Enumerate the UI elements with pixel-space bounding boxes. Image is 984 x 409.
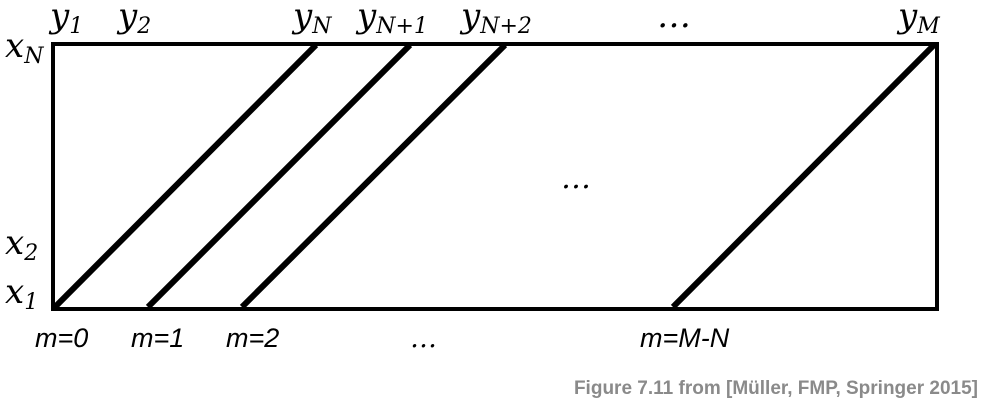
- bottom-ellipsis: …: [410, 323, 437, 354]
- bottom-label-m0: m=0: [35, 323, 89, 353]
- diagonal-mMN: [673, 45, 934, 307]
- top-label-yN1: yN+1: [357, 0, 428, 39]
- top-label-y2: y2: [118, 0, 152, 39]
- top-label-yN: yN: [293, 0, 332, 39]
- bottom-label-mMN: m=M-N: [640, 323, 730, 353]
- bottom-label-m2: m=2: [226, 323, 280, 353]
- left-label-x2: x2: [5, 223, 39, 266]
- top-label-y1: y1: [50, 0, 84, 39]
- center-ellipsis: …: [561, 161, 591, 196]
- top-label-yM: yM: [898, 0, 940, 39]
- figure-caption: Figure 7.11 from [Müller, FMP, Springer 2015]: [573, 378, 978, 399]
- top-label-yN2: yN+2: [461, 0, 532, 39]
- top-ellipsis: …: [657, 0, 691, 36]
- bottom-label-m1: m=1: [131, 323, 185, 353]
- left-label-xN: xN: [5, 26, 44, 69]
- left-label-x1: x1: [5, 272, 39, 315]
